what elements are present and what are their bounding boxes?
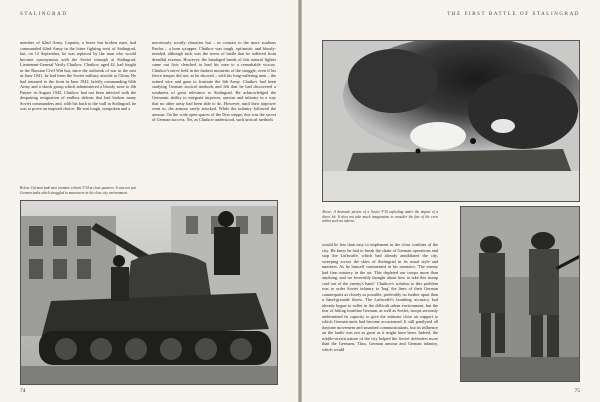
right-page	[302, 0, 600, 402]
photo-german-infantry	[460, 206, 580, 382]
left-caption-below: Below: German tank men examine a burnt T-34 at close quarters. It was not just German tanks which struggled to manoeuvre in the close city environment.	[20, 186, 136, 195]
running-head-left: STALINGRAD	[20, 12, 68, 17]
left-text-column-2: notoriously scruffy character but – in contrast to the more studious Paulus – a born scrapper. Chuikov was tough, optimistic and bloody-minded, although such was the stress of battle that he suffered from dreadful eczema. However, the bandaged hands of this natural fighter came out fists clenched to lead his men to a remarkable victory. Chuikov's nerve held in the darkest moments of the struggle, even if his fierce temper did not, as he showed – with his long-suffering men – the ruined wire and guns to frustrate the 6th Army. Chuikov had been studying German tactical methods and felt that he had discovered a weakness of great relevance to Stalingrad. He acknowledged the Germanic ability to integrate airpower, armour and infantry in a way that no other army had been able to do. However, until their airpower went in, the armour rarely attacked. While the infantry followed the armour. On the wide open spaces of the Don steppe, this was the secret of German success. Yet, as Chuikov understood, such tactical methods	[152, 40, 276, 122]
tank-photo-image	[21, 201, 278, 385]
left-page	[0, 0, 298, 402]
photo-t34-explosion	[322, 40, 580, 202]
right-text-column: would be less than easy to implement in the close confines of the city. He knew he had to break the chain of German operations and stop the Luftwaffe, which had already annihilated the city, sweeping across the skies of Stalingrad in its usual style and numbers. As he himself commented in his memoirs: 'The enemy had firm mastery in the air. This depleted our troops more than anything, and we feverishly thought about how to take this trump card out of the enemy's hand.' Chuikov's solution to this problem was to order Soviet infantry to 'hug' the lines of their German counterparts as closely as possible, preferably no further apart than a hand-grenade throw. The Luftwaffe's bombing accuracy had already begun to suffer in the difficult urban environment, but the fear of hitting frontline German, as well as Soviet, troops seriously undermined its capacity to give the intimate close air support to which German units had become accustomed. It still paralysed all daytime movement and smashed communications, but its influence on the battle was not as great as it might have been. Indeed, the rubble-strewn nature of the city helped the Soviet defenders more than the Germans. Thus, German armour and German infantry, which would	[322, 242, 438, 352]
folio-right: 75	[574, 388, 580, 394]
running-head-right: THE FIRST BATTLE OF STALINGRAD	[447, 12, 580, 17]
photo-tank-crew	[20, 200, 278, 385]
infantry-photo-image	[461, 207, 580, 382]
folio-left: 74	[20, 388, 26, 394]
explosion-photo-image	[323, 41, 580, 202]
left-text-column-1: member of 62nd Army. Lopatin, a brave but broken man, had commanded 62nd Army in the bitter fighting west of Stalingrad, but, on 12 September, he was replaced by the man who would become synonymous with the Soviet triumph at Stalingrad: Lieutenant-General Vasily Chuikov. Chuikov, aged 42, had fought in the Russian Civil War but, since the outbreak of war in the east in June 1941, he had been the Soviet military attaché to China. He had returned to the front in June 1942, briefly commanding 64th Army and a shock group which administered a bloody nose to 4th Panzer in August 1942. Chuikov had not been infected with the despairing resignation of endless defeats that had broken many Soviet commanders and, with his back to the wall in Stalingrad, he was to prove an inspired choice. He was tough, outspoken and a	[20, 40, 136, 111]
caption-explosion: Above: A dramatic picture of a Soviet T-34 exploding under the impact of a direct hit. It does not take much imagination to consider the fate of the crew within such an inferno.	[322, 210, 438, 224]
